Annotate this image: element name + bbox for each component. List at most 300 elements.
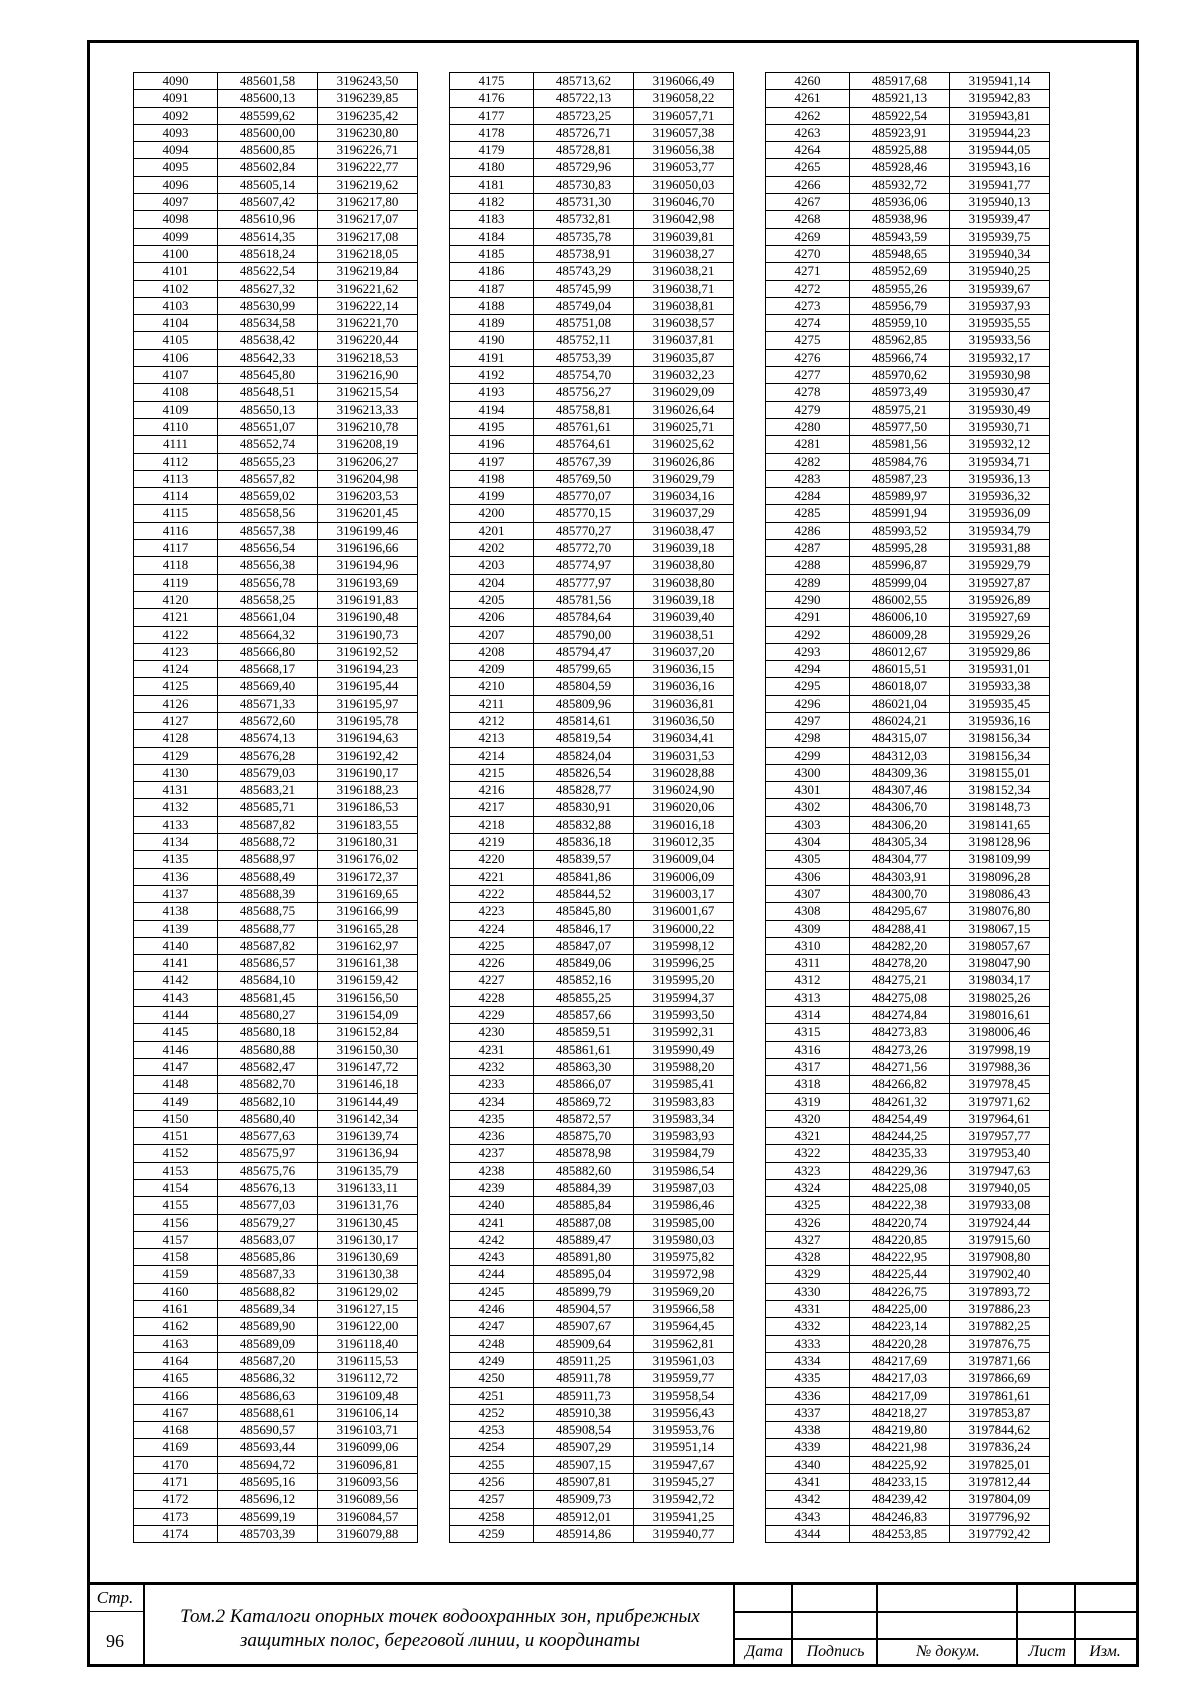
point-number-cell: 4169 (134, 1439, 218, 1456)
point-number-cell: 4319 (766, 1093, 850, 1110)
y-coordinate-cell: 3197882,25 (950, 1318, 1050, 1335)
point-number-cell: 4100 (134, 245, 218, 262)
table-row (450, 107, 734, 124)
table-row (450, 1249, 734, 1266)
y-coordinate-cell: 3195935,55 (950, 315, 1050, 332)
y-coordinate-cell: 3197940,05 (950, 1180, 1050, 1197)
y-coordinate-cell: 3195940,13 (950, 194, 1050, 211)
x-coordinate-cell: 485658,25 (218, 591, 318, 608)
x-coordinate-cell: 485745,99 (534, 280, 634, 297)
x-coordinate-cell: 485690,57 (218, 1422, 318, 1439)
y-coordinate-cell: 3196109,48 (318, 1387, 418, 1404)
y-coordinate-cell: 3197998,19 (950, 1041, 1050, 1058)
grid-row-line (735, 1611, 1136, 1613)
point-number-cell: 4116 (134, 522, 218, 539)
x-coordinate-cell: 485907,15 (534, 1456, 634, 1473)
y-coordinate-cell: 3196196,66 (318, 540, 418, 557)
table-row (134, 799, 418, 816)
table-row (766, 228, 1050, 245)
x-coordinate-cell: 485679,27 (218, 1214, 318, 1231)
table-row (450, 747, 734, 764)
y-coordinate-cell: 3195969,20 (634, 1283, 734, 1300)
point-number-cell: 4340 (766, 1456, 850, 1473)
y-coordinate-cell: 3196144,49 (318, 1093, 418, 1110)
table-row (450, 297, 734, 314)
date-column-label: Дата (745, 1643, 783, 1660)
table-row (134, 574, 418, 591)
table-row (450, 695, 734, 712)
x-coordinate-cell: 485688,75 (218, 903, 318, 920)
point-number-cell: 4142 (134, 972, 218, 989)
x-coordinate-cell: 485999,04 (850, 574, 950, 591)
table-row (134, 661, 418, 678)
table-row (134, 834, 418, 851)
x-coordinate-cell: 485688,39 (218, 885, 318, 902)
table-row (134, 332, 418, 349)
x-coordinate-cell: 485688,82 (218, 1283, 318, 1300)
point-number-cell: 4113 (134, 470, 218, 487)
point-number-cell: 4334 (766, 1352, 850, 1369)
table-row (450, 626, 734, 643)
table-row (766, 937, 1050, 954)
x-coordinate-cell: 485977,50 (850, 418, 950, 435)
point-number-cell: 4313 (766, 989, 850, 1006)
y-coordinate-cell: 3195984,79 (634, 1145, 734, 1162)
y-coordinate-cell: 3198006,46 (950, 1024, 1050, 1041)
point-number-cell: 4259 (450, 1525, 534, 1542)
y-coordinate-cell: 3196188,23 (318, 782, 418, 799)
y-coordinate-cell: 3196221,70 (318, 315, 418, 332)
point-number-cell: 4232 (450, 1058, 534, 1075)
x-coordinate-cell: 485600,13 (218, 90, 318, 107)
y-coordinate-cell: 3196050,03 (634, 176, 734, 193)
x-coordinate-cell: 484246,83 (850, 1508, 950, 1525)
x-coordinate-cell: 485909,64 (534, 1335, 634, 1352)
x-coordinate-cell: 484300,70 (850, 885, 950, 902)
table-row (450, 1370, 734, 1387)
x-coordinate-cell: 484218,27 (850, 1404, 950, 1421)
point-number-cell: 4331 (766, 1301, 850, 1318)
point-number-cell: 4218 (450, 816, 534, 833)
x-coordinate-cell: 485699,19 (218, 1508, 318, 1525)
x-coordinate-cell: 485767,39 (534, 453, 634, 470)
table-row (450, 228, 734, 245)
x-coordinate-cell: 485645,80 (218, 367, 318, 384)
point-number-cell: 4203 (450, 557, 534, 574)
y-coordinate-cell: 3196130,38 (318, 1266, 418, 1283)
y-coordinate-cell: 3196217,07 (318, 211, 418, 228)
y-coordinate-cell: 3196216,90 (318, 367, 418, 384)
y-coordinate-cell: 3198128,96 (950, 834, 1050, 851)
y-coordinate-cell: 3198034,17 (950, 972, 1050, 989)
table-row (766, 211, 1050, 228)
point-number-cell: 4132 (134, 799, 218, 816)
table-row (450, 1197, 734, 1214)
x-coordinate-cell: 485849,06 (534, 955, 634, 972)
y-coordinate-cell: 3196206,27 (318, 453, 418, 470)
y-coordinate-cell: 3196038,80 (634, 557, 734, 574)
y-coordinate-cell: 3196001,67 (634, 903, 734, 920)
point-number-cell: 4308 (766, 903, 850, 920)
point-number-cell: 4338 (766, 1422, 850, 1439)
table-row (134, 176, 418, 193)
point-number-cell: 4168 (134, 1422, 218, 1439)
y-coordinate-cell: 3196129,02 (318, 1283, 418, 1300)
x-coordinate-cell: 485970,62 (850, 367, 950, 384)
table-row (450, 937, 734, 954)
x-coordinate-cell: 486024,21 (850, 712, 950, 729)
point-number-cell: 4300 (766, 764, 850, 781)
point-number-cell: 4315 (766, 1024, 850, 1041)
table-row (450, 1128, 734, 1145)
table-row (766, 332, 1050, 349)
table-row (134, 142, 418, 159)
y-coordinate-cell: 3195992,31 (634, 1024, 734, 1041)
point-number-cell: 4159 (134, 1266, 218, 1283)
point-number-cell: 4182 (450, 194, 534, 211)
y-coordinate-cell: 3197953,40 (950, 1145, 1050, 1162)
table-row (766, 591, 1050, 608)
table-row (766, 1422, 1050, 1439)
x-coordinate-cell: 485618,24 (218, 245, 318, 262)
x-coordinate-cell: 485658,56 (218, 505, 318, 522)
y-coordinate-cell: 3195934,71 (950, 453, 1050, 470)
x-coordinate-cell: 485996,87 (850, 557, 950, 574)
x-coordinate-cell: 485652,74 (218, 436, 318, 453)
y-coordinate-cell: 3196039,40 (634, 609, 734, 626)
point-number-cell: 4233 (450, 1076, 534, 1093)
table-row (134, 1197, 418, 1214)
point-number-cell: 4212 (450, 712, 534, 729)
x-coordinate-cell: 485688,61 (218, 1404, 318, 1421)
table-row (766, 782, 1050, 799)
table-row (450, 1110, 734, 1127)
y-coordinate-cell: 3196218,05 (318, 245, 418, 262)
y-coordinate-cell: 3195983,93 (634, 1128, 734, 1145)
x-coordinate-cell: 486006,10 (850, 609, 950, 626)
table-row (766, 1301, 1050, 1318)
y-coordinate-cell: 3195975,82 (634, 1249, 734, 1266)
x-coordinate-cell: 485600,85 (218, 142, 318, 159)
x-coordinate-cell: 485672,60 (218, 712, 318, 729)
point-number-cell: 4160 (134, 1283, 218, 1300)
point-number-cell: 4143 (134, 989, 218, 1006)
point-number-cell: 4108 (134, 384, 218, 401)
point-number-cell: 4245 (450, 1283, 534, 1300)
point-number-cell: 4333 (766, 1335, 850, 1352)
point-number-cell: 4200 (450, 505, 534, 522)
table-row (134, 540, 418, 557)
point-number-cell: 4189 (450, 315, 534, 332)
x-coordinate-cell: 485599,62 (218, 107, 318, 124)
x-coordinate-cell: 485656,38 (218, 557, 318, 574)
x-coordinate-cell: 485686,63 (218, 1387, 318, 1404)
x-coordinate-cell: 485899,79 (534, 1283, 634, 1300)
point-number-cell: 4344 (766, 1525, 850, 1542)
table-row (134, 712, 418, 729)
table-row (134, 730, 418, 747)
point-number-cell: 4130 (134, 764, 218, 781)
x-coordinate-cell: 484309,36 (850, 764, 950, 781)
point-number-cell: 4115 (134, 505, 218, 522)
point-number-cell: 4217 (450, 799, 534, 816)
x-coordinate-cell: 485819,54 (534, 730, 634, 747)
y-coordinate-cell: 3198057,67 (950, 937, 1050, 954)
y-coordinate-cell: 3196099,06 (318, 1439, 418, 1456)
point-number-cell: 4091 (134, 90, 218, 107)
x-coordinate-cell: 485993,52 (850, 522, 950, 539)
point-number-cell: 4244 (450, 1266, 534, 1283)
y-coordinate-cell: 3196028,88 (634, 764, 734, 781)
y-coordinate-cell: 3195933,38 (950, 678, 1050, 695)
table-row (766, 1145, 1050, 1162)
x-coordinate-cell: 484266,82 (850, 1076, 950, 1093)
x-coordinate-cell: 485758,81 (534, 401, 634, 418)
x-coordinate-cell: 485685,71 (218, 799, 318, 816)
table-row (766, 1508, 1050, 1525)
point-number-cell: 4186 (450, 263, 534, 280)
y-coordinate-cell: 3197924,44 (950, 1214, 1050, 1231)
x-coordinate-cell: 484271,56 (850, 1058, 950, 1075)
y-coordinate-cell: 3197947,63 (950, 1162, 1050, 1179)
point-number-cell: 4272 (766, 280, 850, 297)
y-coordinate-cell: 3195936,32 (950, 488, 1050, 505)
x-coordinate-cell: 485689,90 (218, 1318, 318, 1335)
table-row (134, 522, 418, 539)
y-coordinate-cell: 3196131,76 (318, 1197, 418, 1214)
x-coordinate-cell: 485846,17 (534, 920, 634, 937)
point-number-cell: 4111 (134, 436, 218, 453)
y-coordinate-cell: 3195995,20 (634, 972, 734, 989)
table-row (450, 453, 734, 470)
x-coordinate-cell: 484274,84 (850, 1007, 950, 1024)
point-number-cell: 4267 (766, 194, 850, 211)
y-coordinate-cell: 3195993,50 (634, 1007, 734, 1024)
table-row (766, 1007, 1050, 1024)
point-number-cell: 4253 (450, 1422, 534, 1439)
y-coordinate-cell: 3196056,38 (634, 142, 734, 159)
table-row (766, 989, 1050, 1006)
table-row (450, 1093, 734, 1110)
x-coordinate-cell: 485907,29 (534, 1439, 634, 1456)
point-number-cell: 4238 (450, 1162, 534, 1179)
point-number-cell: 4192 (450, 367, 534, 384)
table-row (766, 955, 1050, 972)
table-row (766, 1180, 1050, 1197)
y-coordinate-cell: 3197844,62 (950, 1422, 1050, 1439)
table-row (134, 1214, 418, 1231)
title-block-divider (87, 1611, 145, 1612)
x-coordinate-cell: 485602,84 (218, 159, 318, 176)
point-number-cell: 4241 (450, 1214, 534, 1231)
point-number-cell: 4265 (766, 159, 850, 176)
x-coordinate-cell: 485688,97 (218, 851, 318, 868)
table-row (450, 159, 734, 176)
y-coordinate-cell: 3195951,14 (634, 1439, 734, 1456)
y-coordinate-cell: 3195940,25 (950, 263, 1050, 280)
table-row (134, 920, 418, 937)
point-number-cell: 4240 (450, 1197, 534, 1214)
y-coordinate-cell: 3196039,81 (634, 228, 734, 245)
point-number-cell: 4237 (450, 1145, 534, 1162)
x-coordinate-cell: 485680,27 (218, 1007, 318, 1024)
point-number-cell: 4236 (450, 1128, 534, 1145)
y-coordinate-cell: 3196222,14 (318, 297, 418, 314)
point-number-cell: 4264 (766, 142, 850, 159)
point-number-cell: 4235 (450, 1110, 534, 1127)
x-coordinate-cell: 485723,25 (534, 107, 634, 124)
point-number-cell: 4136 (134, 868, 218, 885)
x-coordinate-cell: 485743,29 (534, 263, 634, 280)
y-coordinate-cell: 3196112,72 (318, 1370, 418, 1387)
x-coordinate-cell: 484273,83 (850, 1024, 950, 1041)
y-coordinate-cell: 3197836,24 (950, 1439, 1050, 1456)
y-coordinate-cell: 3195941,25 (634, 1508, 734, 1525)
table-row (450, 643, 734, 660)
table-row (450, 782, 734, 799)
y-coordinate-cell: 3196218,53 (318, 349, 418, 366)
table-row (450, 1474, 734, 1491)
point-number-cell: 4153 (134, 1162, 218, 1179)
table-row (766, 436, 1050, 453)
y-coordinate-cell: 3196034,41 (634, 730, 734, 747)
table-row (766, 1249, 1050, 1266)
table-row (766, 1387, 1050, 1404)
x-coordinate-cell: 485909,73 (534, 1491, 634, 1508)
x-coordinate-cell: 485966,74 (850, 349, 950, 366)
x-coordinate-cell: 484217,03 (850, 1370, 950, 1387)
x-coordinate-cell: 485600,00 (218, 124, 318, 141)
table-row (766, 1110, 1050, 1127)
x-coordinate-cell: 484220,85 (850, 1231, 950, 1248)
table-row (134, 764, 418, 781)
table-row (766, 643, 1050, 660)
y-coordinate-cell: 3195929,26 (950, 626, 1050, 643)
point-number-cell: 4191 (450, 349, 534, 366)
y-coordinate-cell: 3197915,60 (950, 1231, 1050, 1248)
table-row (766, 730, 1050, 747)
point-number-cell: 4335 (766, 1370, 850, 1387)
point-number-cell: 4205 (450, 591, 534, 608)
x-coordinate-cell: 485627,32 (218, 280, 318, 297)
y-coordinate-cell: 3196152,84 (318, 1024, 418, 1041)
point-number-cell: 4176 (450, 90, 534, 107)
x-coordinate-cell: 485664,32 (218, 626, 318, 643)
point-number-cell: 4257 (450, 1491, 534, 1508)
table-row (766, 1491, 1050, 1508)
point-number-cell: 4266 (766, 176, 850, 193)
table-row (766, 920, 1050, 937)
point-number-cell: 4274 (766, 315, 850, 332)
x-coordinate-cell: 485676,28 (218, 747, 318, 764)
y-coordinate-cell: 3195998,12 (634, 937, 734, 954)
table-row (134, 1024, 418, 1041)
table-row (450, 816, 734, 833)
table-row (134, 453, 418, 470)
y-coordinate-cell: 3195936,16 (950, 712, 1050, 729)
y-coordinate-cell: 3195932,12 (950, 436, 1050, 453)
y-coordinate-cell: 3196038,27 (634, 245, 734, 262)
x-coordinate-cell: 484244,25 (850, 1128, 950, 1145)
point-number-cell: 4152 (134, 1145, 218, 1162)
y-coordinate-cell: 3196135,79 (318, 1162, 418, 1179)
x-coordinate-cell: 485955,26 (850, 280, 950, 297)
y-coordinate-cell: 3196093,56 (318, 1474, 418, 1491)
point-number-cell: 4185 (450, 245, 534, 262)
point-number-cell: 4109 (134, 401, 218, 418)
table-row (134, 1352, 418, 1369)
table-row (134, 1110, 418, 1127)
point-number-cell: 4144 (134, 1007, 218, 1024)
table-row (766, 834, 1050, 851)
y-coordinate-cell: 3196195,44 (318, 678, 418, 695)
y-coordinate-cell: 3196192,52 (318, 643, 418, 660)
point-number-cell: 4255 (450, 1456, 534, 1473)
table-row (766, 747, 1050, 764)
point-number-cell: 4332 (766, 1318, 850, 1335)
table-row (134, 1058, 418, 1075)
x-coordinate-cell: 485866,07 (534, 1076, 634, 1093)
point-number-cell: 4252 (450, 1404, 534, 1421)
x-coordinate-cell: 485754,70 (534, 367, 634, 384)
x-coordinate-cell: 485781,56 (534, 591, 634, 608)
point-number-cell: 4312 (766, 972, 850, 989)
y-coordinate-cell: 3196032,23 (634, 367, 734, 384)
table-row (134, 1093, 418, 1110)
table-row (766, 609, 1050, 626)
point-number-cell: 4229 (450, 1007, 534, 1024)
x-coordinate-cell: 485680,88 (218, 1041, 318, 1058)
x-coordinate-cell: 485686,32 (218, 1370, 318, 1387)
table-row (134, 1231, 418, 1248)
x-coordinate-cell: 485859,51 (534, 1024, 634, 1041)
point-number-cell: 4307 (766, 885, 850, 902)
y-coordinate-cell: 3196036,81 (634, 695, 734, 712)
table-row (766, 315, 1050, 332)
point-number-cell: 4299 (766, 747, 850, 764)
x-coordinate-cell: 485657,38 (218, 522, 318, 539)
x-coordinate-cell: 485671,33 (218, 695, 318, 712)
y-coordinate-cell: 3195953,76 (634, 1422, 734, 1439)
y-coordinate-cell: 3196243,50 (318, 73, 418, 90)
y-coordinate-cell: 3197792,42 (950, 1525, 1050, 1542)
table-row (766, 903, 1050, 920)
y-coordinate-cell: 3195943,16 (950, 159, 1050, 176)
x-coordinate-cell: 484312,03 (850, 747, 950, 764)
x-coordinate-cell: 485689,09 (218, 1335, 318, 1352)
y-coordinate-cell: 3197933,08 (950, 1197, 1050, 1214)
y-coordinate-cell: 3196154,09 (318, 1007, 418, 1024)
x-coordinate-cell: 485984,76 (850, 453, 950, 470)
point-number-cell: 4117 (134, 540, 218, 557)
point-number-cell: 4139 (134, 920, 218, 937)
point-number-cell: 4206 (450, 609, 534, 626)
point-number-cell: 4164 (134, 1352, 218, 1369)
table-row (450, 73, 734, 90)
point-number-cell: 4214 (450, 747, 534, 764)
x-coordinate-cell: 484288,41 (850, 920, 950, 937)
table-row (134, 557, 418, 574)
x-coordinate-cell: 485887,08 (534, 1214, 634, 1231)
point-number-cell: 4310 (766, 937, 850, 954)
table-row (134, 1370, 418, 1387)
x-coordinate-cell: 485677,03 (218, 1197, 318, 1214)
table-row (134, 315, 418, 332)
x-coordinate-cell: 484226,75 (850, 1283, 950, 1300)
point-number-cell: 4301 (766, 782, 850, 799)
y-coordinate-cell: 3198141,65 (950, 816, 1050, 833)
table-row (766, 1231, 1050, 1248)
